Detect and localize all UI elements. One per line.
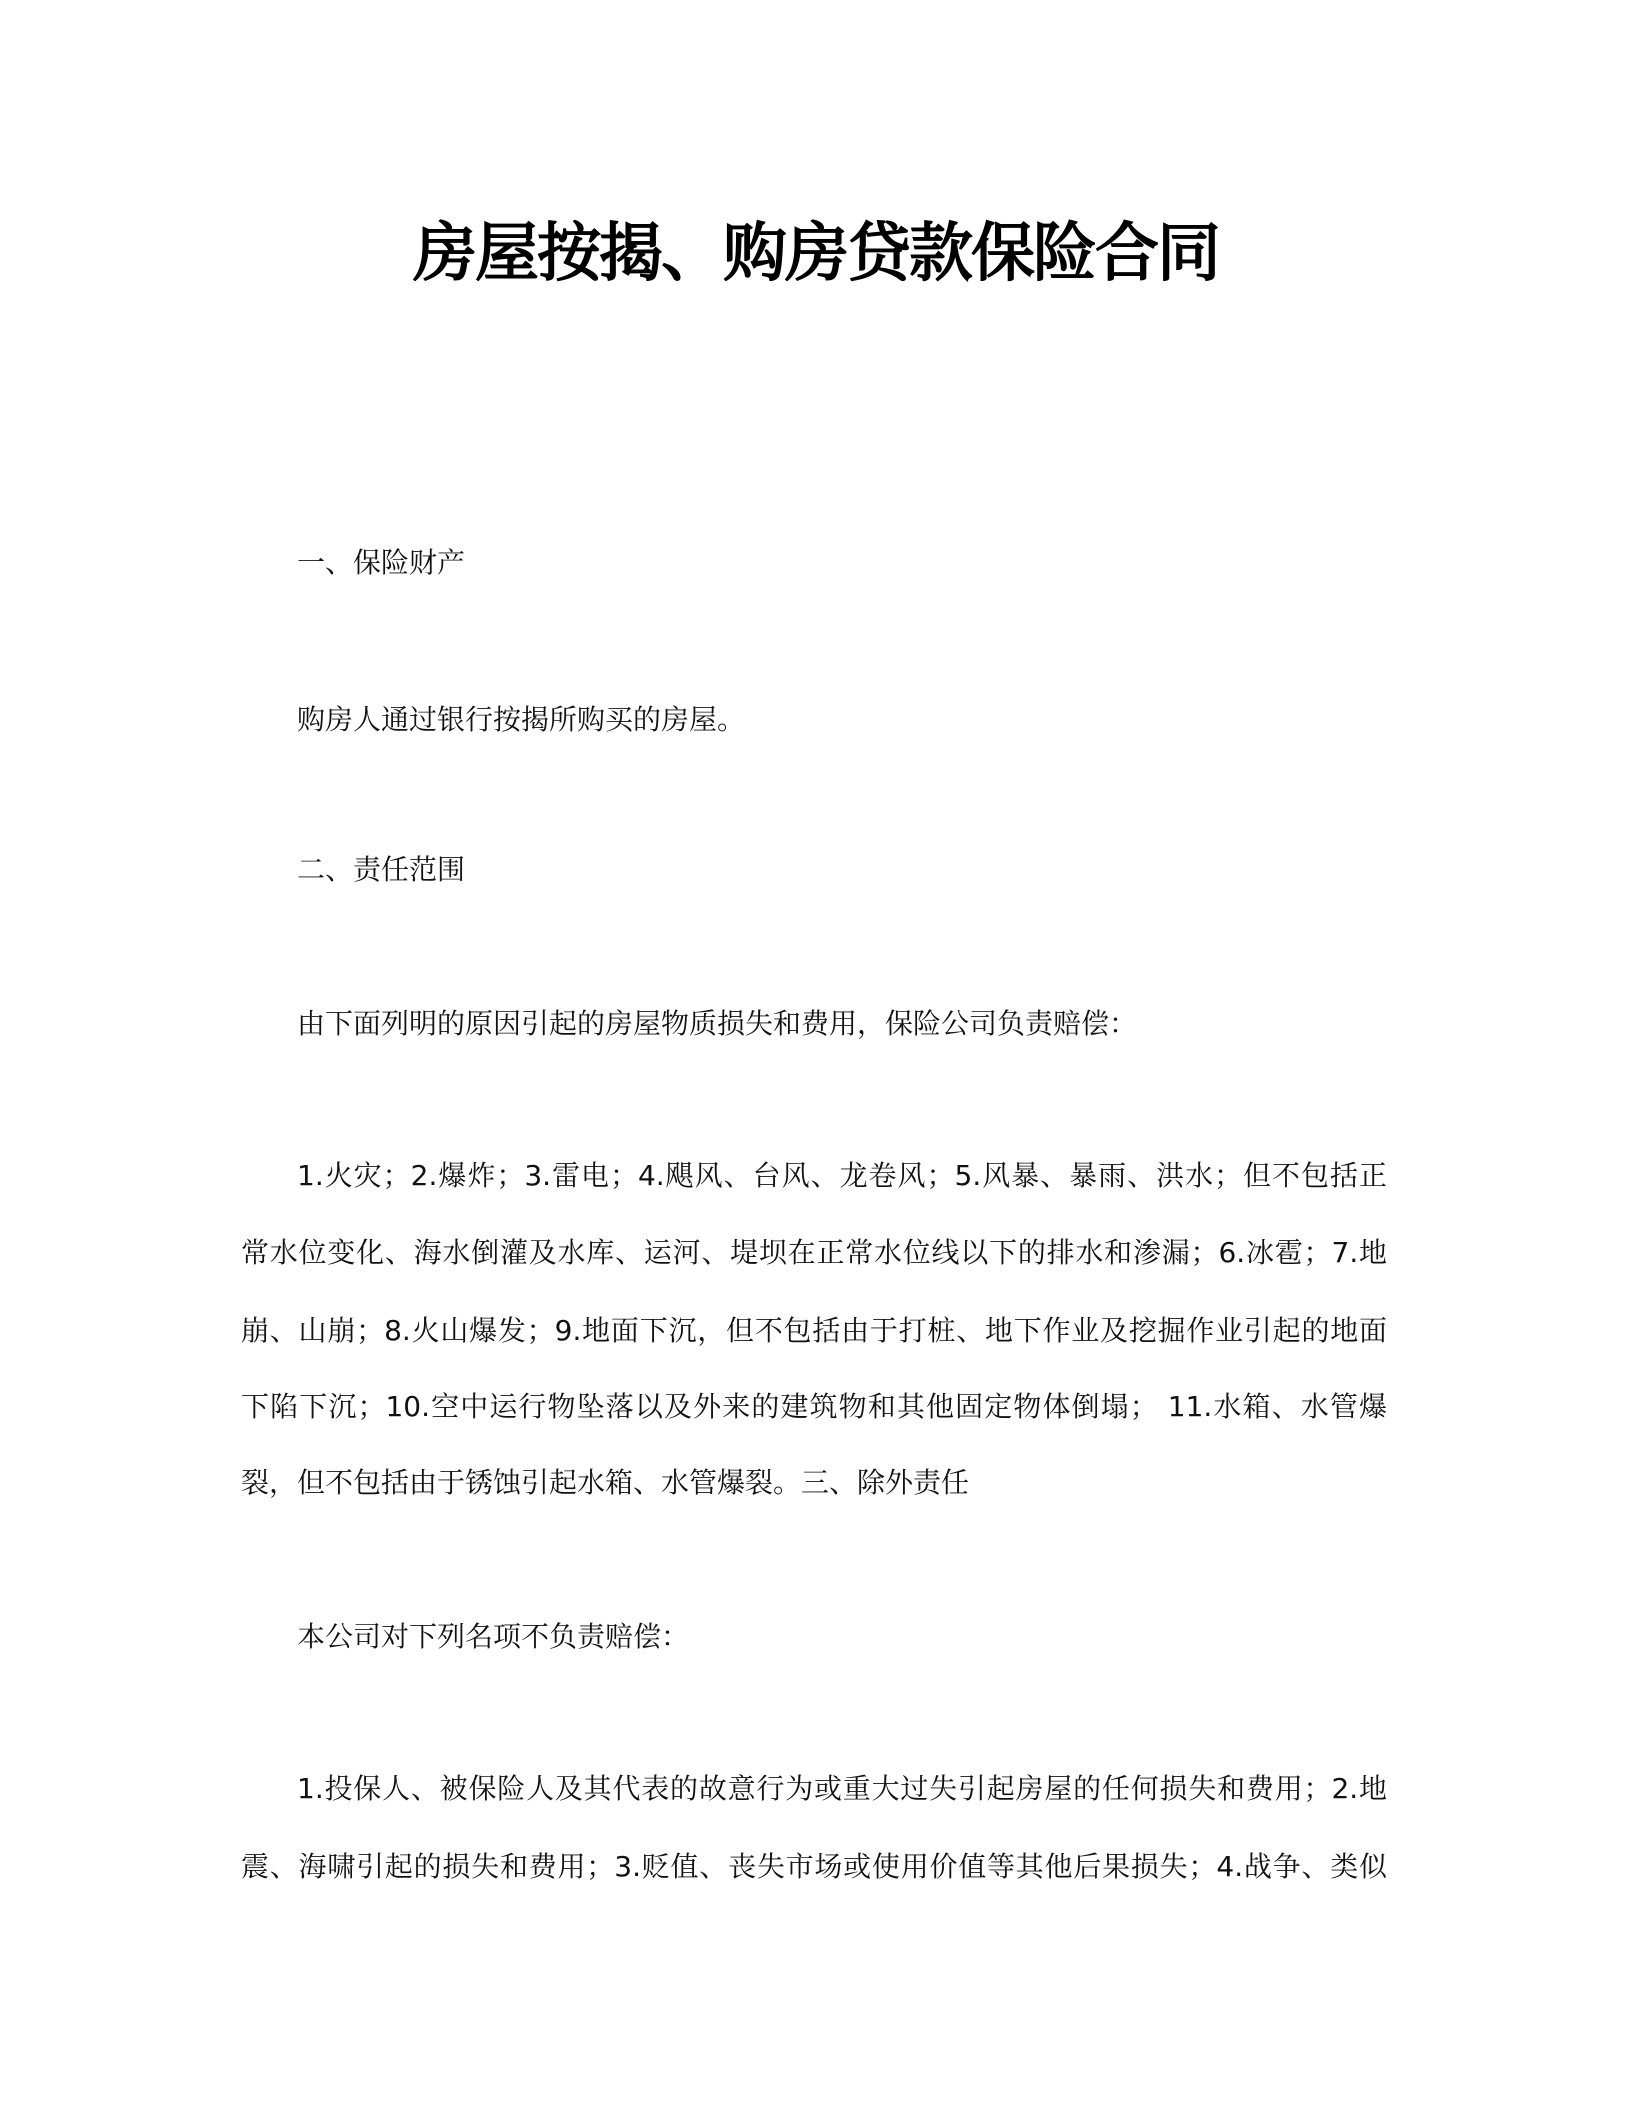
- paragraph-line: 常水位变化、海水倒灌及水库、运河、堤坝在正常水位线以下的排水和渗漏；6.冰雹；7.地: [241, 1236, 1387, 1269]
- insured-property-text: 购房人通过银行按揭所购买的房屋。: [297, 703, 746, 736]
- paragraph-line: 1.投保人、被保险人及其代表的故意行为或重大过失引起房屋的任何损失和费用；2.地: [297, 1772, 1387, 1805]
- exclusion-intro-text: 本公司对下列名项不负责赔偿：: [297, 1620, 690, 1653]
- paragraph-line: 裂，但不包括由于锈蚀引起水箱、水管爆裂。三、除外责任: [241, 1466, 970, 1499]
- document-title: 房屋按揭、购房贷款保险合同: [413, 217, 1219, 291]
- paragraph-line: 崩、山崩；8.火山爆发；9.地面下沉，但不包括由于打桩、地下作业及挖掘作业引起的地面: [241, 1314, 1387, 1347]
- paragraph-line: 震、海啸引起的损失和费用；3.贬值、丧失市场或使用价值等其他后果损失；4.战争、类似: [241, 1850, 1387, 1883]
- paragraph-line: 下陷下沉；10.空中运行物坠落以及外来的建筑物和其他固定物体倒塌； 11.水箱、水管爆: [241, 1390, 1387, 1423]
- section-heading-liability-scope: 二、责任范围: [297, 853, 466, 886]
- liability-intro-text: 由下面列明的原因引起的房屋物质损失和费用，保险公司负责赔偿：: [297, 1007, 1138, 1040]
- paragraph-line: 1.火灾；2.爆炸；3.雷电；4.飓风、台风、龙卷风；5.风暴、暴雨、洪水；但不包括正: [297, 1159, 1387, 1192]
- section-heading-insured-property: 一、保险财产: [297, 546, 466, 579]
